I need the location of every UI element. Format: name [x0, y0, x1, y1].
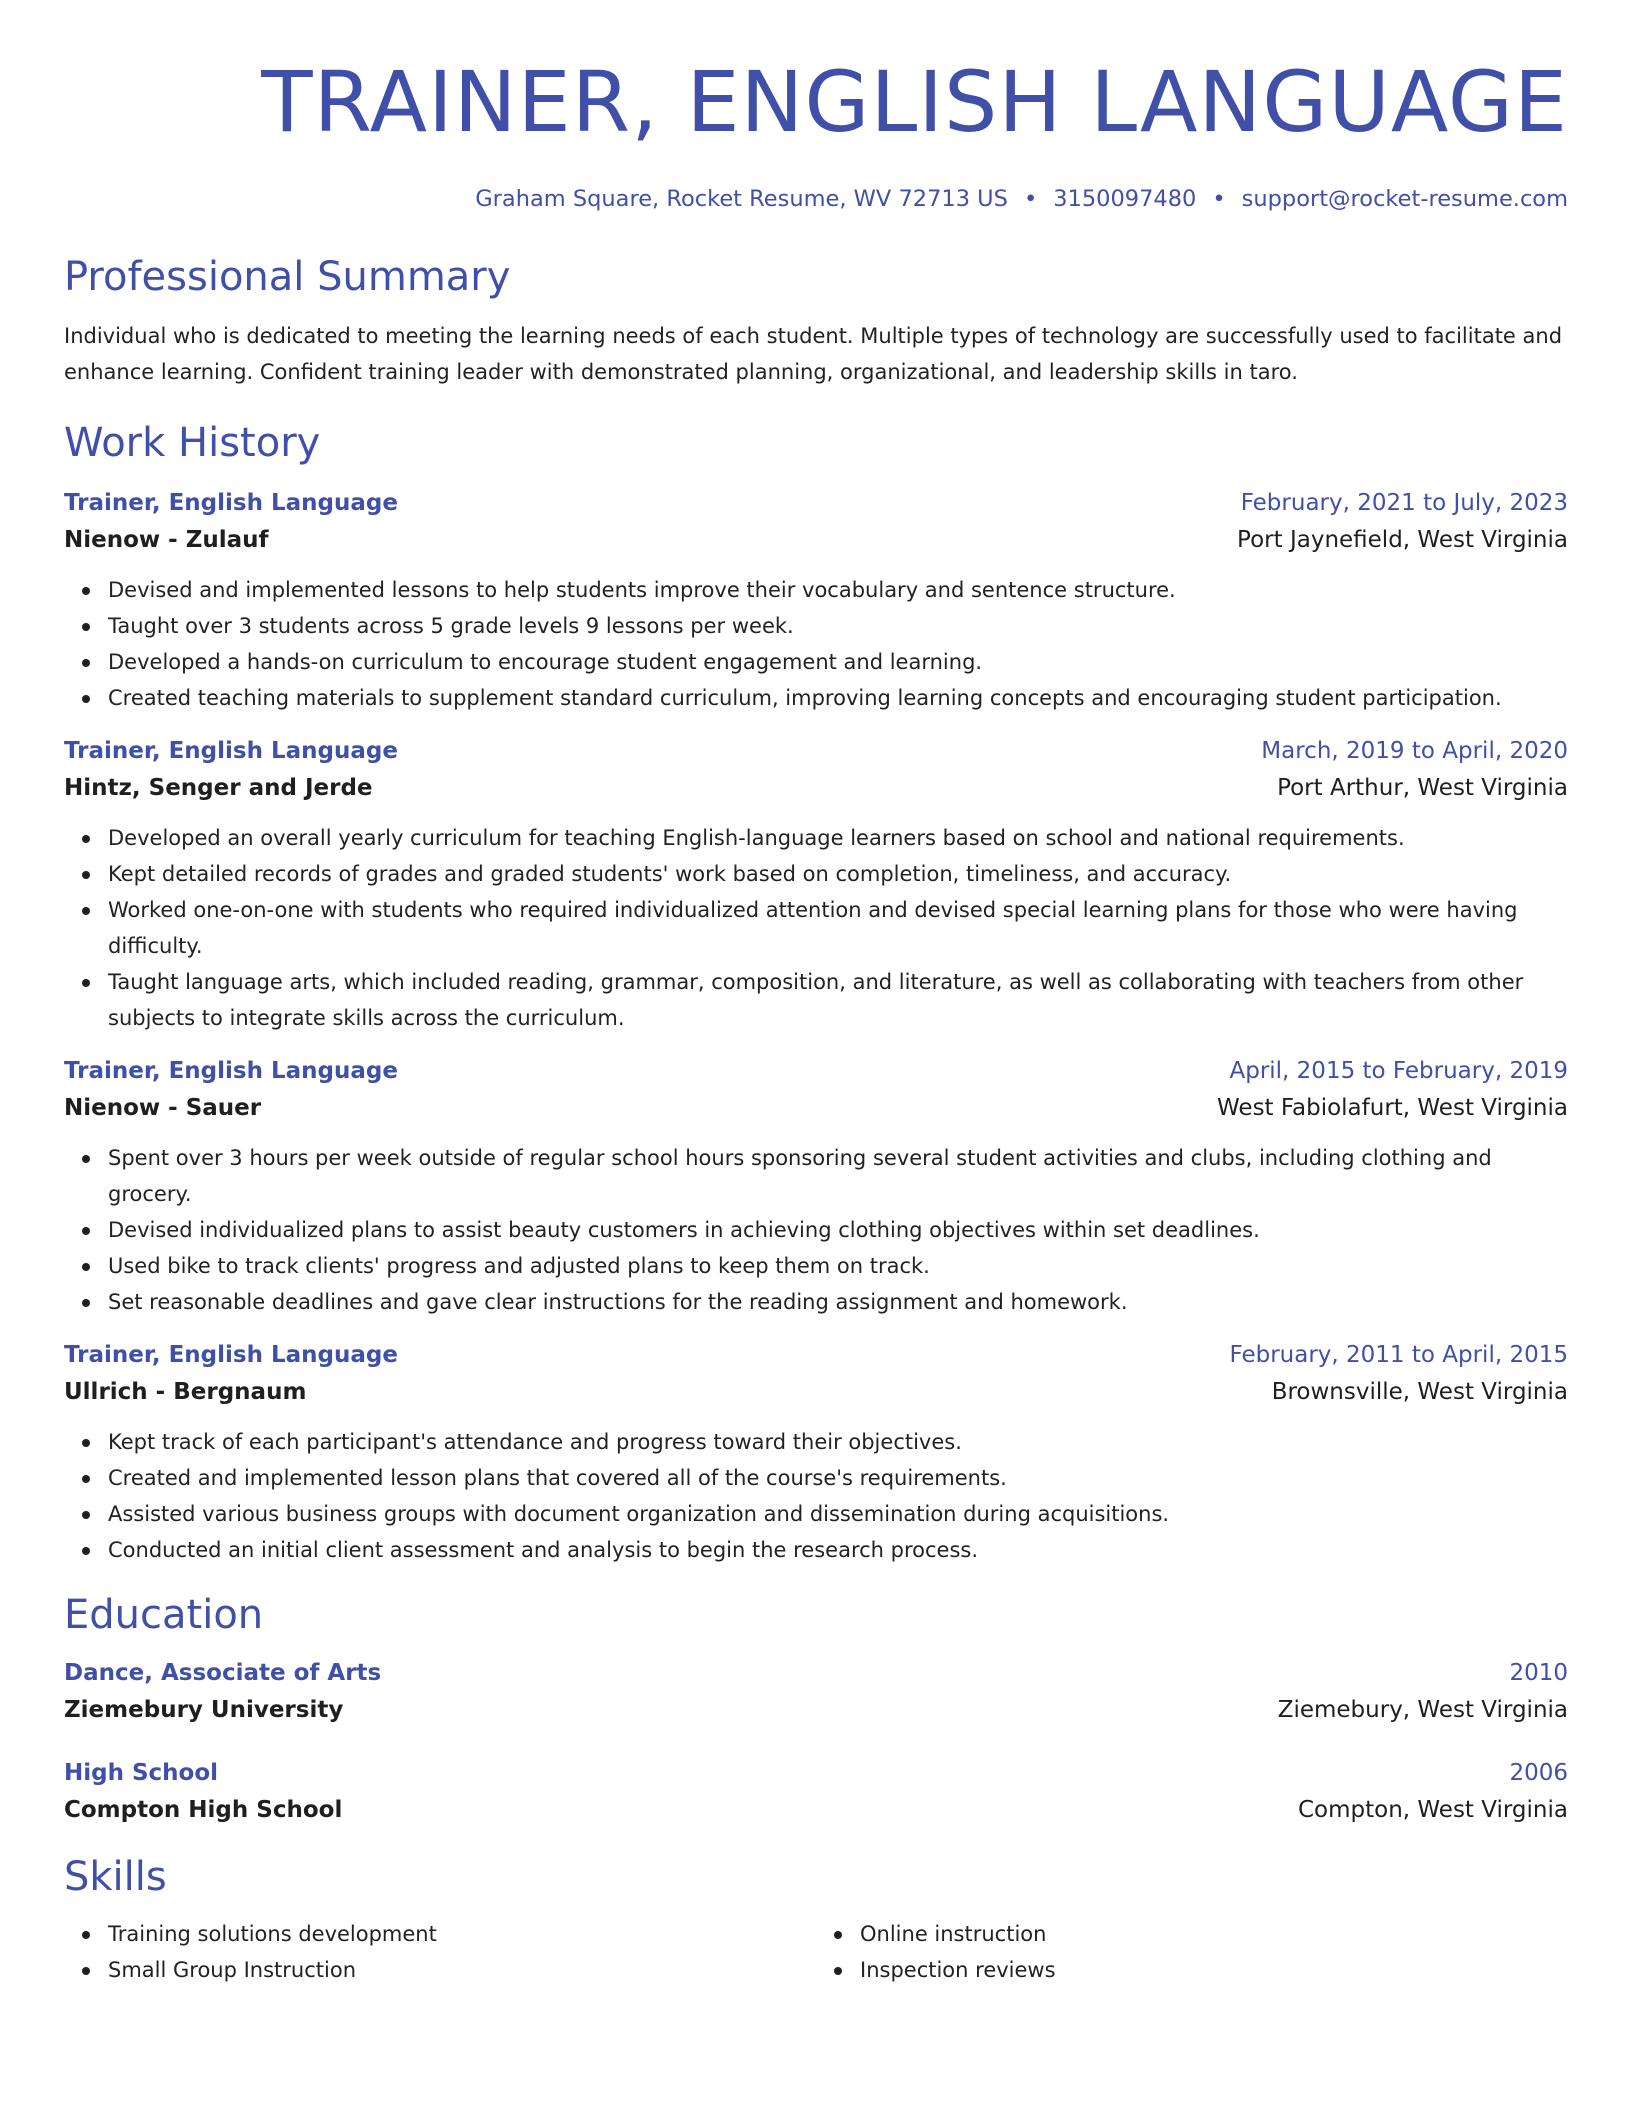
job-dates: March, 2019 to April, 2020	[1261, 738, 1568, 764]
education-subheader	[64, 1690, 1568, 1730]
skills-right-column	[816, 1916, 1568, 1988]
skill-item: Training solutions development	[108, 1916, 816, 1952]
job-dates: February, 2011 to April, 2015	[1229, 1342, 1568, 1368]
job-subheader	[64, 768, 1568, 808]
job-entry-2	[64, 734, 1568, 1036]
education-degree: Dance, Associate of Arts	[64, 1660, 382, 1686]
education-school: Ziemebury University	[64, 1697, 344, 1723]
job-location: West Fabiolafurt, West Virginia	[1217, 1095, 1568, 1121]
education-entry-2	[64, 1756, 1568, 1830]
candidate-name: TRAINER, ENGLISH LANGUAGE	[261, 53, 1568, 151]
job-role: Trainer, English Language	[64, 738, 398, 764]
job-bullets	[64, 1424, 1568, 1568]
list-item: Created and implemented lesson plans that covered all of the course's requirements.	[108, 1460, 1568, 1496]
job-company: Nienow - Sauer	[64, 1095, 262, 1121]
contact-line	[64, 184, 1568, 214]
job-role: Trainer, English Language	[64, 1058, 398, 1084]
job-entry-1	[64, 486, 1568, 716]
list-item: Used bike to track clients' progress and adjusted plans to keep them on track.	[108, 1248, 1568, 1284]
list-item: Developed a hands-on curriculum to encourage student engagement and learning.	[108, 644, 1568, 680]
skills-heading: Skills	[64, 1854, 167, 1900]
skill-item: Inspection reviews	[860, 1952, 1568, 1988]
job-header	[64, 486, 1568, 520]
list-item: Devised and implemented lessons to help students improve their vocabulary and sentence structure.	[108, 572, 1568, 608]
job-subheader	[64, 1372, 1568, 1412]
resume-page	[64, 0, 1568, 2112]
contact-address: Graham Square, Rocket Resume, WV 72713 US	[475, 186, 1008, 212]
education-degree: High School	[64, 1760, 219, 1786]
job-subheader	[64, 1088, 1568, 1128]
job-location: Port Arthur, West Virginia	[1277, 775, 1568, 801]
education-subheader	[64, 1790, 1568, 1830]
education-heading: Education	[64, 1592, 264, 1638]
list-item: Set reasonable deadlines and gave clear instructions for the reading assignment and homework.	[108, 1284, 1568, 1320]
job-company: Hintz, Senger and Jerde	[64, 775, 373, 801]
job-header	[64, 1338, 1568, 1372]
skill-item: Online instruction	[860, 1916, 1568, 1952]
job-header	[64, 1054, 1568, 1088]
list-item: Kept detailed records of grades and graded students' work based on completion, timeliness, and accuracy.	[108, 856, 1568, 892]
list-item: Developed an overall yearly curriculum for teaching English-language learners based on school and national requirements.	[108, 820, 1568, 856]
job-company: Nienow - Zulauf	[64, 527, 269, 553]
education-entry-1	[64, 1656, 1568, 1730]
list-item: Assisted various business groups with document organization and dissemination during acquisitions.	[108, 1496, 1568, 1532]
education-year: 2010	[1509, 1660, 1568, 1686]
contact-separator: •	[1023, 186, 1038, 212]
job-location: Brownsville, West Virginia	[1271, 1379, 1568, 1405]
list-item: Worked one-on-one with students who required individualized attention and devised special learning plans for those who were having difficulty.	[108, 892, 1568, 964]
job-header	[64, 734, 1568, 768]
job-location: Port Jaynefield, West Virginia	[1237, 527, 1568, 553]
contact-phone: 3150097480	[1053, 186, 1197, 212]
job-entry-4	[64, 1338, 1568, 1568]
list-item: Conducted an initial client assessment and analysis to begin the research process.	[108, 1532, 1568, 1568]
skills-left-column	[64, 1916, 816, 1988]
job-subheader	[64, 520, 1568, 560]
contact-separator: •	[1212, 186, 1226, 212]
education-header	[64, 1656, 1568, 1690]
skills-columns	[64, 1916, 1568, 1988]
job-role: Trainer, English Language	[64, 1342, 398, 1368]
job-bullets	[64, 1140, 1568, 1320]
list-item: Created teaching materials to supplement standard curriculum, improving learning concepts and encouraging student participation.	[108, 680, 1568, 716]
job-entry-3	[64, 1054, 1568, 1320]
contact-email[interactable]: support@rocket-resume.com	[1241, 186, 1568, 212]
education-location: Compton, West Virginia	[1297, 1797, 1568, 1823]
list-item: Spent over 3 hours per week outside of regular school hours sponsoring several student activities and clubs, including clothing and grocery.	[108, 1140, 1568, 1212]
job-bullets	[64, 820, 1568, 1036]
job-bullets	[64, 572, 1568, 716]
summary-heading: Professional Summary	[64, 254, 511, 300]
job-dates: February, 2021 to July, 2023	[1240, 490, 1568, 516]
list-item: Taught over 3 students across 5 grade levels 9 lessons per week.	[108, 608, 1568, 644]
education-year: 2006	[1509, 1760, 1568, 1786]
list-item: Devised individualized plans to assist beauty customers in achieving clothing objectives within set deadlines.	[108, 1212, 1568, 1248]
education-school: Compton High School	[64, 1797, 343, 1823]
skill-item: Small Group Instruction	[108, 1952, 816, 1988]
summary-text: Individual who is dedicated to meeting the learning needs of each student. Multiple types of technology are successfully used to facilitate and enhance learning. Confident training leader with demonstrated planning, organizational, and leadership skills in taro.	[64, 324, 1563, 384]
job-role: Trainer, English Language	[64, 490, 398, 516]
education-location: Ziemebury, West Virginia	[1277, 1697, 1568, 1723]
job-dates: April, 2015 to February, 2019	[1229, 1058, 1568, 1084]
job-company: Ullrich - Bergnaum	[64, 1379, 307, 1405]
education-header	[64, 1756, 1568, 1790]
list-item: Kept track of each participant's attendance and progress toward their objectives.	[108, 1424, 1568, 1460]
list-item: Taught language arts, which included reading, grammar, composition, and literature, as well as collaborating with teachers from other subjects to integrate skills across the curriculum.	[108, 964, 1568, 1036]
work-history-heading: Work History	[64, 420, 321, 466]
